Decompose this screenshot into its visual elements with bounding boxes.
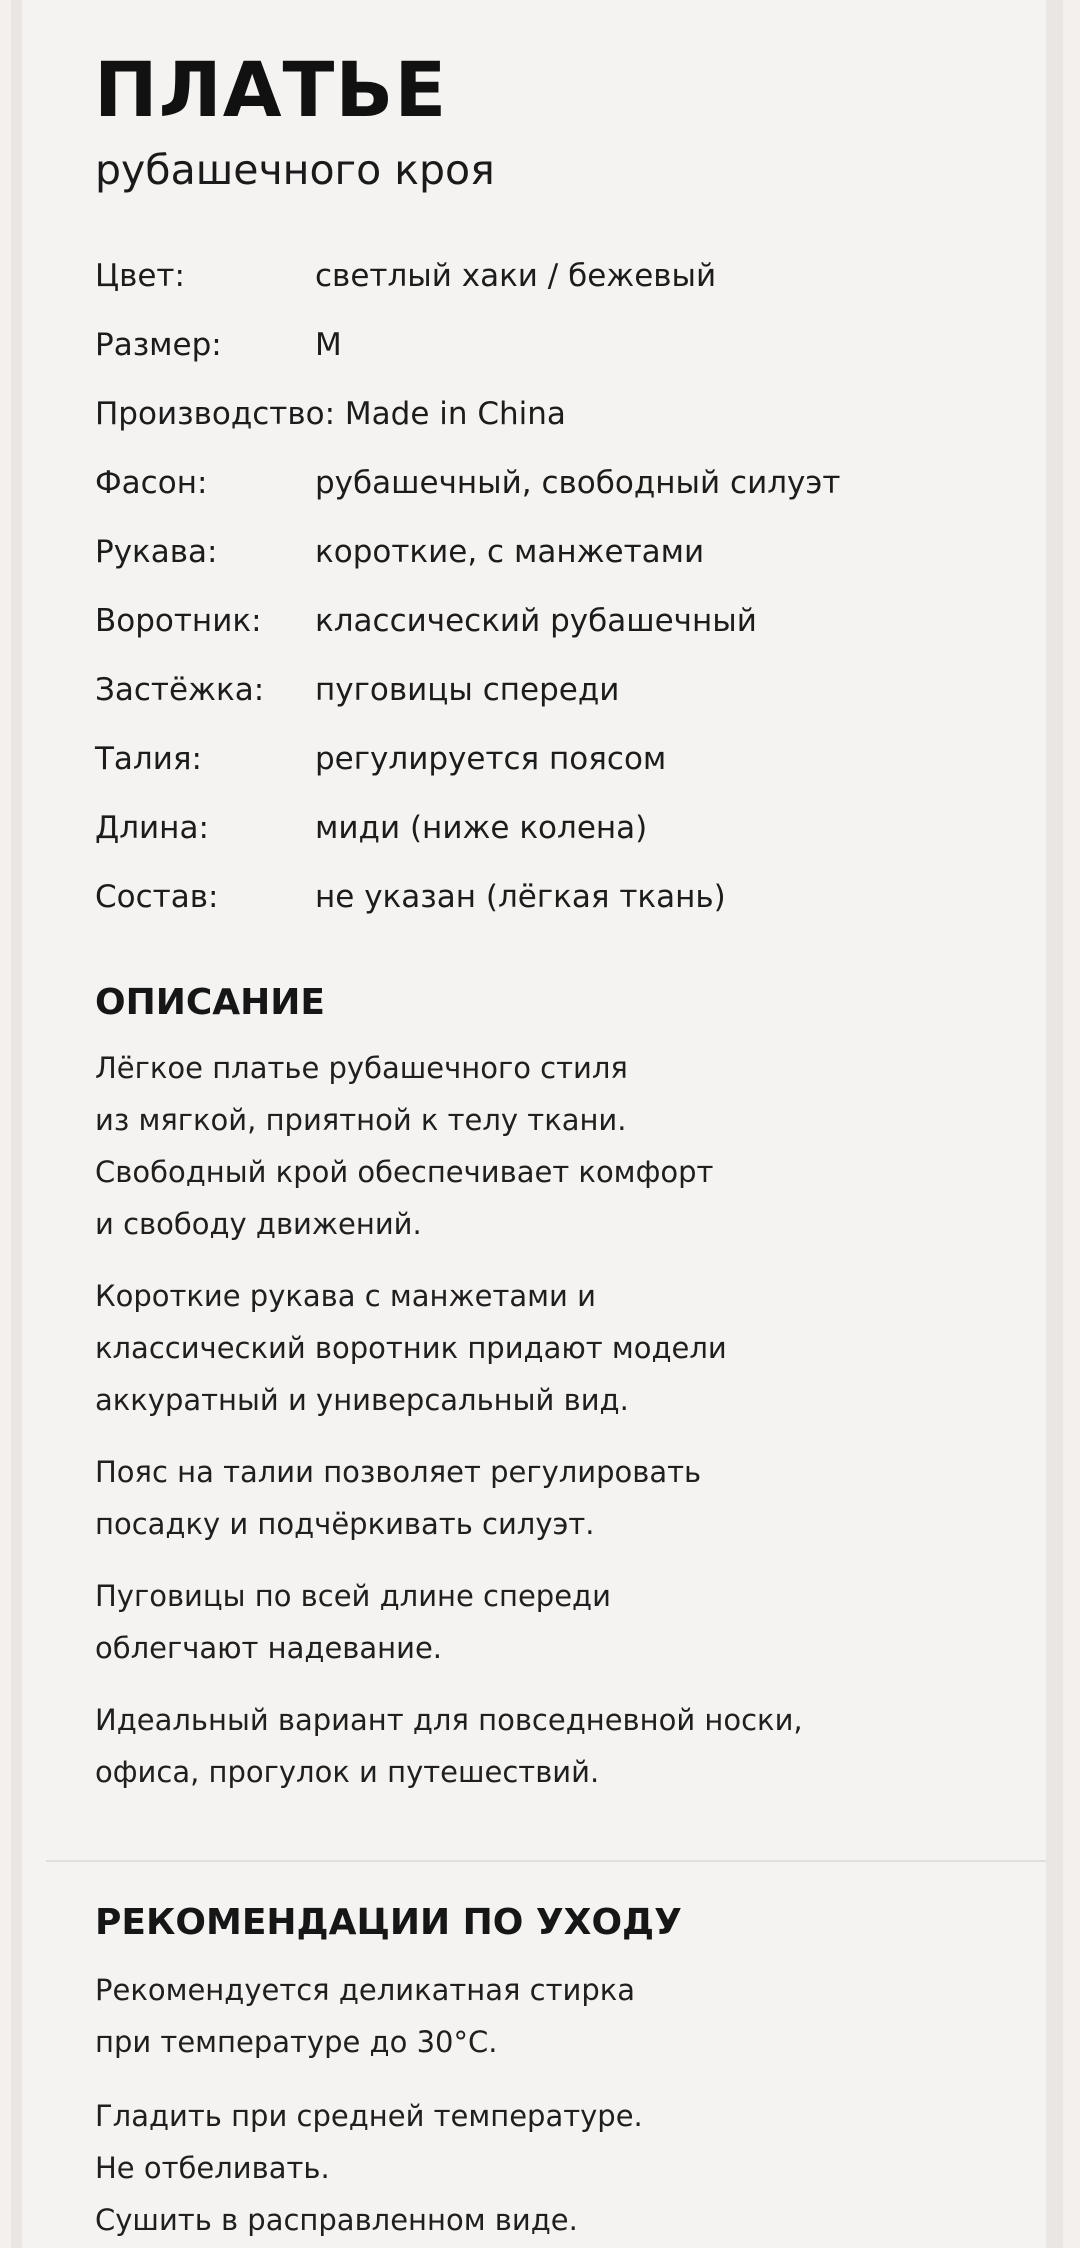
left-edge [11, 0, 22, 2248]
page-title: ПЛАТЬЕ [94, 45, 448, 134]
description-paragraph: Лёгкое платье рубашечного стиля из мягкой, приятной к телу ткани. Свободный крой обеспечивает комфорт и свободу движений. [95, 1051, 714, 1241]
description-heading: ОПИСАНИЕ [95, 982, 325, 1023]
spec-row-production [95, 384, 995, 453]
spec-label: Размер: [95, 327, 222, 363]
spec-row-sleeves [95, 522, 995, 591]
right-edge [1046, 0, 1063, 2248]
spec-label: Фасон: [95, 465, 208, 501]
spec-value: классический рубашечный [315, 603, 757, 639]
spec-row-size [95, 315, 995, 384]
care-paragraph: Гладить при средней температуре. Не отбеливать. Сушить в расправленном виде. [95, 2099, 643, 2237]
description-paragraph: Пояс на талии позволяет регулировать посадку и подчёркивать силуэт. [95, 1455, 702, 1541]
spec-label: Производство: [95, 396, 336, 432]
description-paragraph: Пуговицы по всей длине спереди облегчают надевание. [95, 1579, 611, 1665]
spec-row-fit [95, 453, 995, 522]
description-paragraph: Идеальный вариант для повседневной носки, офиса, прогулок и путешествий. [95, 1703, 803, 1789]
spec-row-waist [95, 729, 995, 798]
description-paragraph: Короткие рукава с манжетами и классический воротник придают модели аккуратный и универсальный вид. [95, 1279, 727, 1417]
spec-value: не указан (лёгкая ткань) [315, 879, 726, 915]
spec-row-length [95, 798, 995, 867]
spec-row-composition [95, 867, 995, 936]
spec-row-fastening [95, 660, 995, 729]
spec-value: рубашечный, свободный силуэт [315, 465, 841, 501]
spec-label: Цвет: [95, 258, 185, 294]
spec-label: Рукава: [95, 534, 218, 570]
spec-row-color [95, 246, 995, 315]
spec-row-collar [95, 591, 995, 660]
product-card [11, 0, 1063, 2248]
spec-value: миди (ниже колена) [315, 810, 648, 846]
spec-label: Талия: [95, 741, 202, 777]
spec-value: пуговицы спереди [315, 672, 620, 708]
section-divider [46, 1860, 1046, 1862]
spec-value: регулируется поясом [315, 741, 667, 777]
spec-list [95, 246, 995, 936]
page-subtitle: рубашечного кроя [95, 146, 495, 194]
spec-label: Состав: [95, 879, 219, 915]
care-paragraph: Рекомендуется деликатная стирка при температуре до 30°C. [95, 1973, 636, 2059]
spec-label: Воротник: [95, 603, 262, 639]
spec-value: короткие, с манжетами [315, 534, 705, 570]
spec-value: M [315, 327, 342, 363]
care-heading: РЕКОМЕНДАЦИИ ПО УХОДУ [95, 1902, 682, 1943]
spec-label: Длина: [95, 810, 209, 846]
spec-value: светлый хаки / бежевый [315, 258, 717, 294]
spec-value: Made in China [344, 396, 566, 432]
spec-label: Застёжка: [95, 672, 265, 708]
